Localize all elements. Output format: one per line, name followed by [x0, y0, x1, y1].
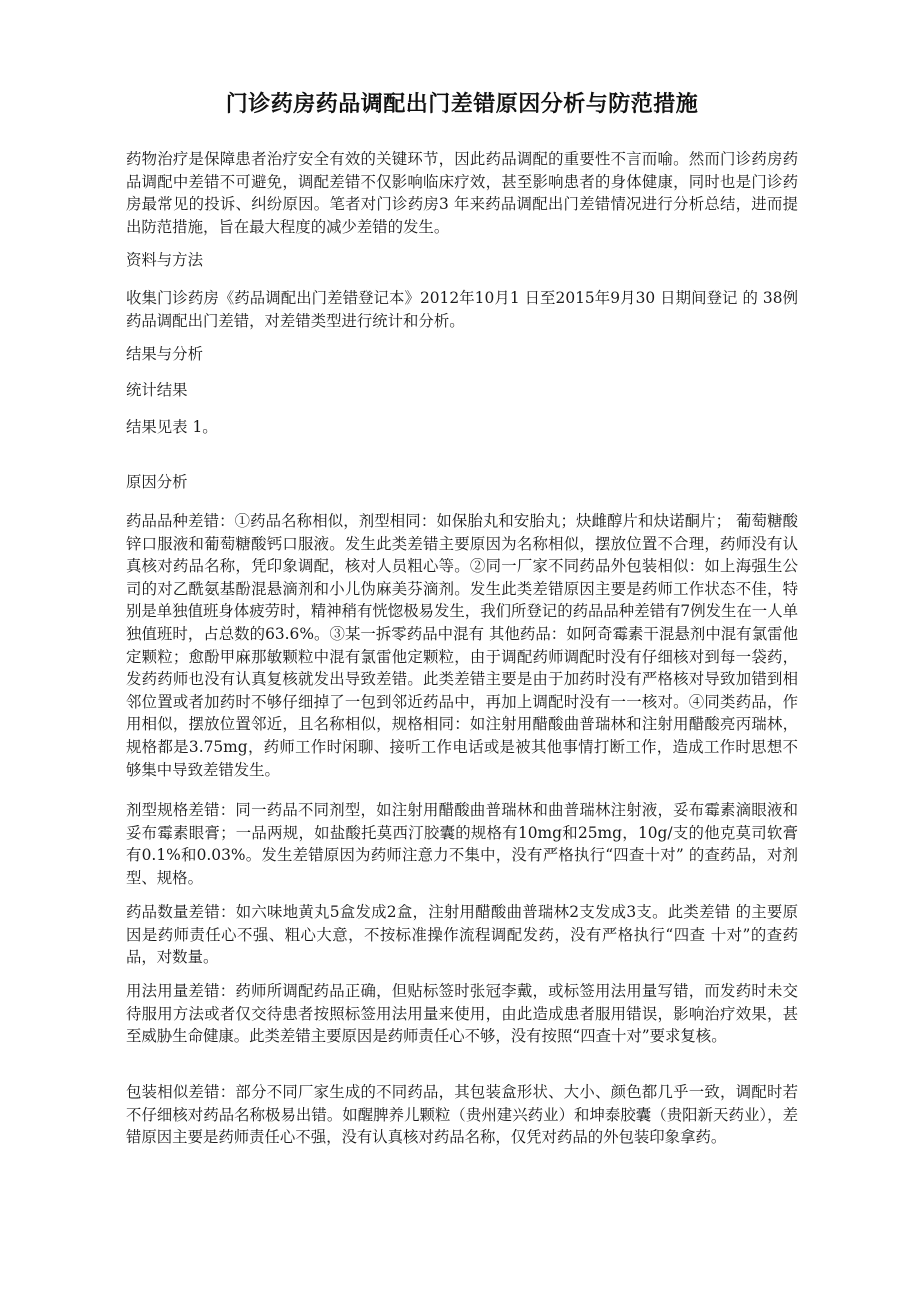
- intro-paragraph: 药物治疗是保障患者治疗安全有效的关键环节，因此药品调配的重要性不言而喻。然而门诊药房药品调配中差错不可避免，调配差错不仅影响临床疗效，甚至影响患者的身体健康，同时也是门诊药房最常见的投诉、纠纷原因。笔者对门诊药房3 年来药品调配出门差错情况进行分析总结，进而提出防范措施，旨在最大程度的减少差错的发生。: [126, 150, 798, 236]
- cause-quantity-paragraph: 药品数量差错：如六味地黄丸5盒发成2盒，注射用醋酸曲普瑞林2支发成3支。此类差错 的主要原因是药师责任心不强、粗心大意，不按标准操作流程调配发药，没有严格执行“四查 十对”的查药品，对数量。: [126, 903, 798, 967]
- materials-paragraph: 收集门诊药房《药品调配出门差错登记本》2012年10月1 日至2015年9月30 日期间登记 的 38例药品调配出门差错，对差错类型进行统计和分析。: [126, 289, 798, 330]
- section-heading-materials: 资料与方法: [126, 251, 203, 269]
- cause-usage-paragraph: 用法用量差错：药师所调配药品正确，但贴标签时张冠李戴，或标签用法用量写错，而发药时未交待服用方法或者仅交待患者按照标签用法用量来使用，由此造成患者服用错误，影响治疗效果，甚至威胁生命健康。此类差错主要原因是药师责任心不够，没有按照“四查十对”要求复核。: [126, 982, 798, 1046]
- cause-dosage-paragraph: 剂型规格差错：同一药品不同剂型，如注射用醋酸曲普瑞林和曲普瑞林注射液，妥布霉素滴眼液和妥布霉素眼膏；一品两规，如盐酸托莫西汀胶囊的规格有10mg和25mg，10g/支的他克莫司软膏有0.1%和0.03%。发生差错原因为药师注意力不集中，没有严格执行“四查十对” 的查药品，对剂型、规格。: [126, 801, 798, 887]
- cause-variety-paragraph: 药品品种差错：①药品名称相似，剂型相同：如保胎丸和安胎丸；炔雌醇片和炔诺酮片； 葡萄糖酸锌口服液和葡萄糖酸钙口服液。发生此类差错主要原因为名称相似，摆放位置不合理，药师没有认真核对药品名称，凭印象调配，核对人员粗心等。②同一厂家不同药品外包装相似：如上海强生公司的对乙酰氨基酚混悬滴剂和小儿伪麻美芬滴剂。发生此类差错原因主要是药师工作状态不佳，特别是单独值班身体疲劳时，精神稍有恍惚极易发生，我们所登记的药品品种差错有7例发生在一人单独值班时，占总数的63.6%。③某一拆零药品中混有 其他药品：如阿奇霉素干混悬剂中混有氯雷他定颗粒；愈酚甲麻那敏颗粒中混有氯雷他定颗粒，由于调配药师调配时没有仔细核对到每一袋药，发药药师也没有认真复核就发出导致差错。此类差错主要是由于加药时没有严格核对导致加错到相邻位置或者加药时不够仔细掉了一包到邻近药品中，再加上调配时没有一一核对。④同类药品，作用相似，摆放位置邻近，且名称相似，规格相同：如注射用醋酸曲普瑞林和注射用醋酸亮丙瑞林，规格都是3.75mg，药师工作时闲聊、接听工作电话或是被其他事情打断工作，造成工作时思想不够集中导致差错发生。: [126, 512, 798, 779]
- document-title: 门诊药房药品调配出门差错原因分析与防范措施: [225, 91, 699, 117]
- cause-packaging-paragraph: 包装相似差错：部分不同厂家生成的不同药品，其包装盒形状、大小、颜色都几乎一致，调配时若不仔细核对药品名称极易出错。如醒脾养儿颗粒（贵州建兴药业）和坤泰胶囊（贵阳新天药业），差错原因主要是药师责任心不强，没有认真核对药品名称，仅凭对药品的外包装印象拿药。: [126, 1083, 798, 1147]
- subsection-heading-causes: 原因分析: [126, 473, 188, 491]
- stats-paragraph: 结果见表 1。: [126, 418, 218, 436]
- section-heading-results: 结果与分析: [126, 345, 203, 363]
- subsection-heading-stats: 统计结果: [126, 381, 188, 399]
